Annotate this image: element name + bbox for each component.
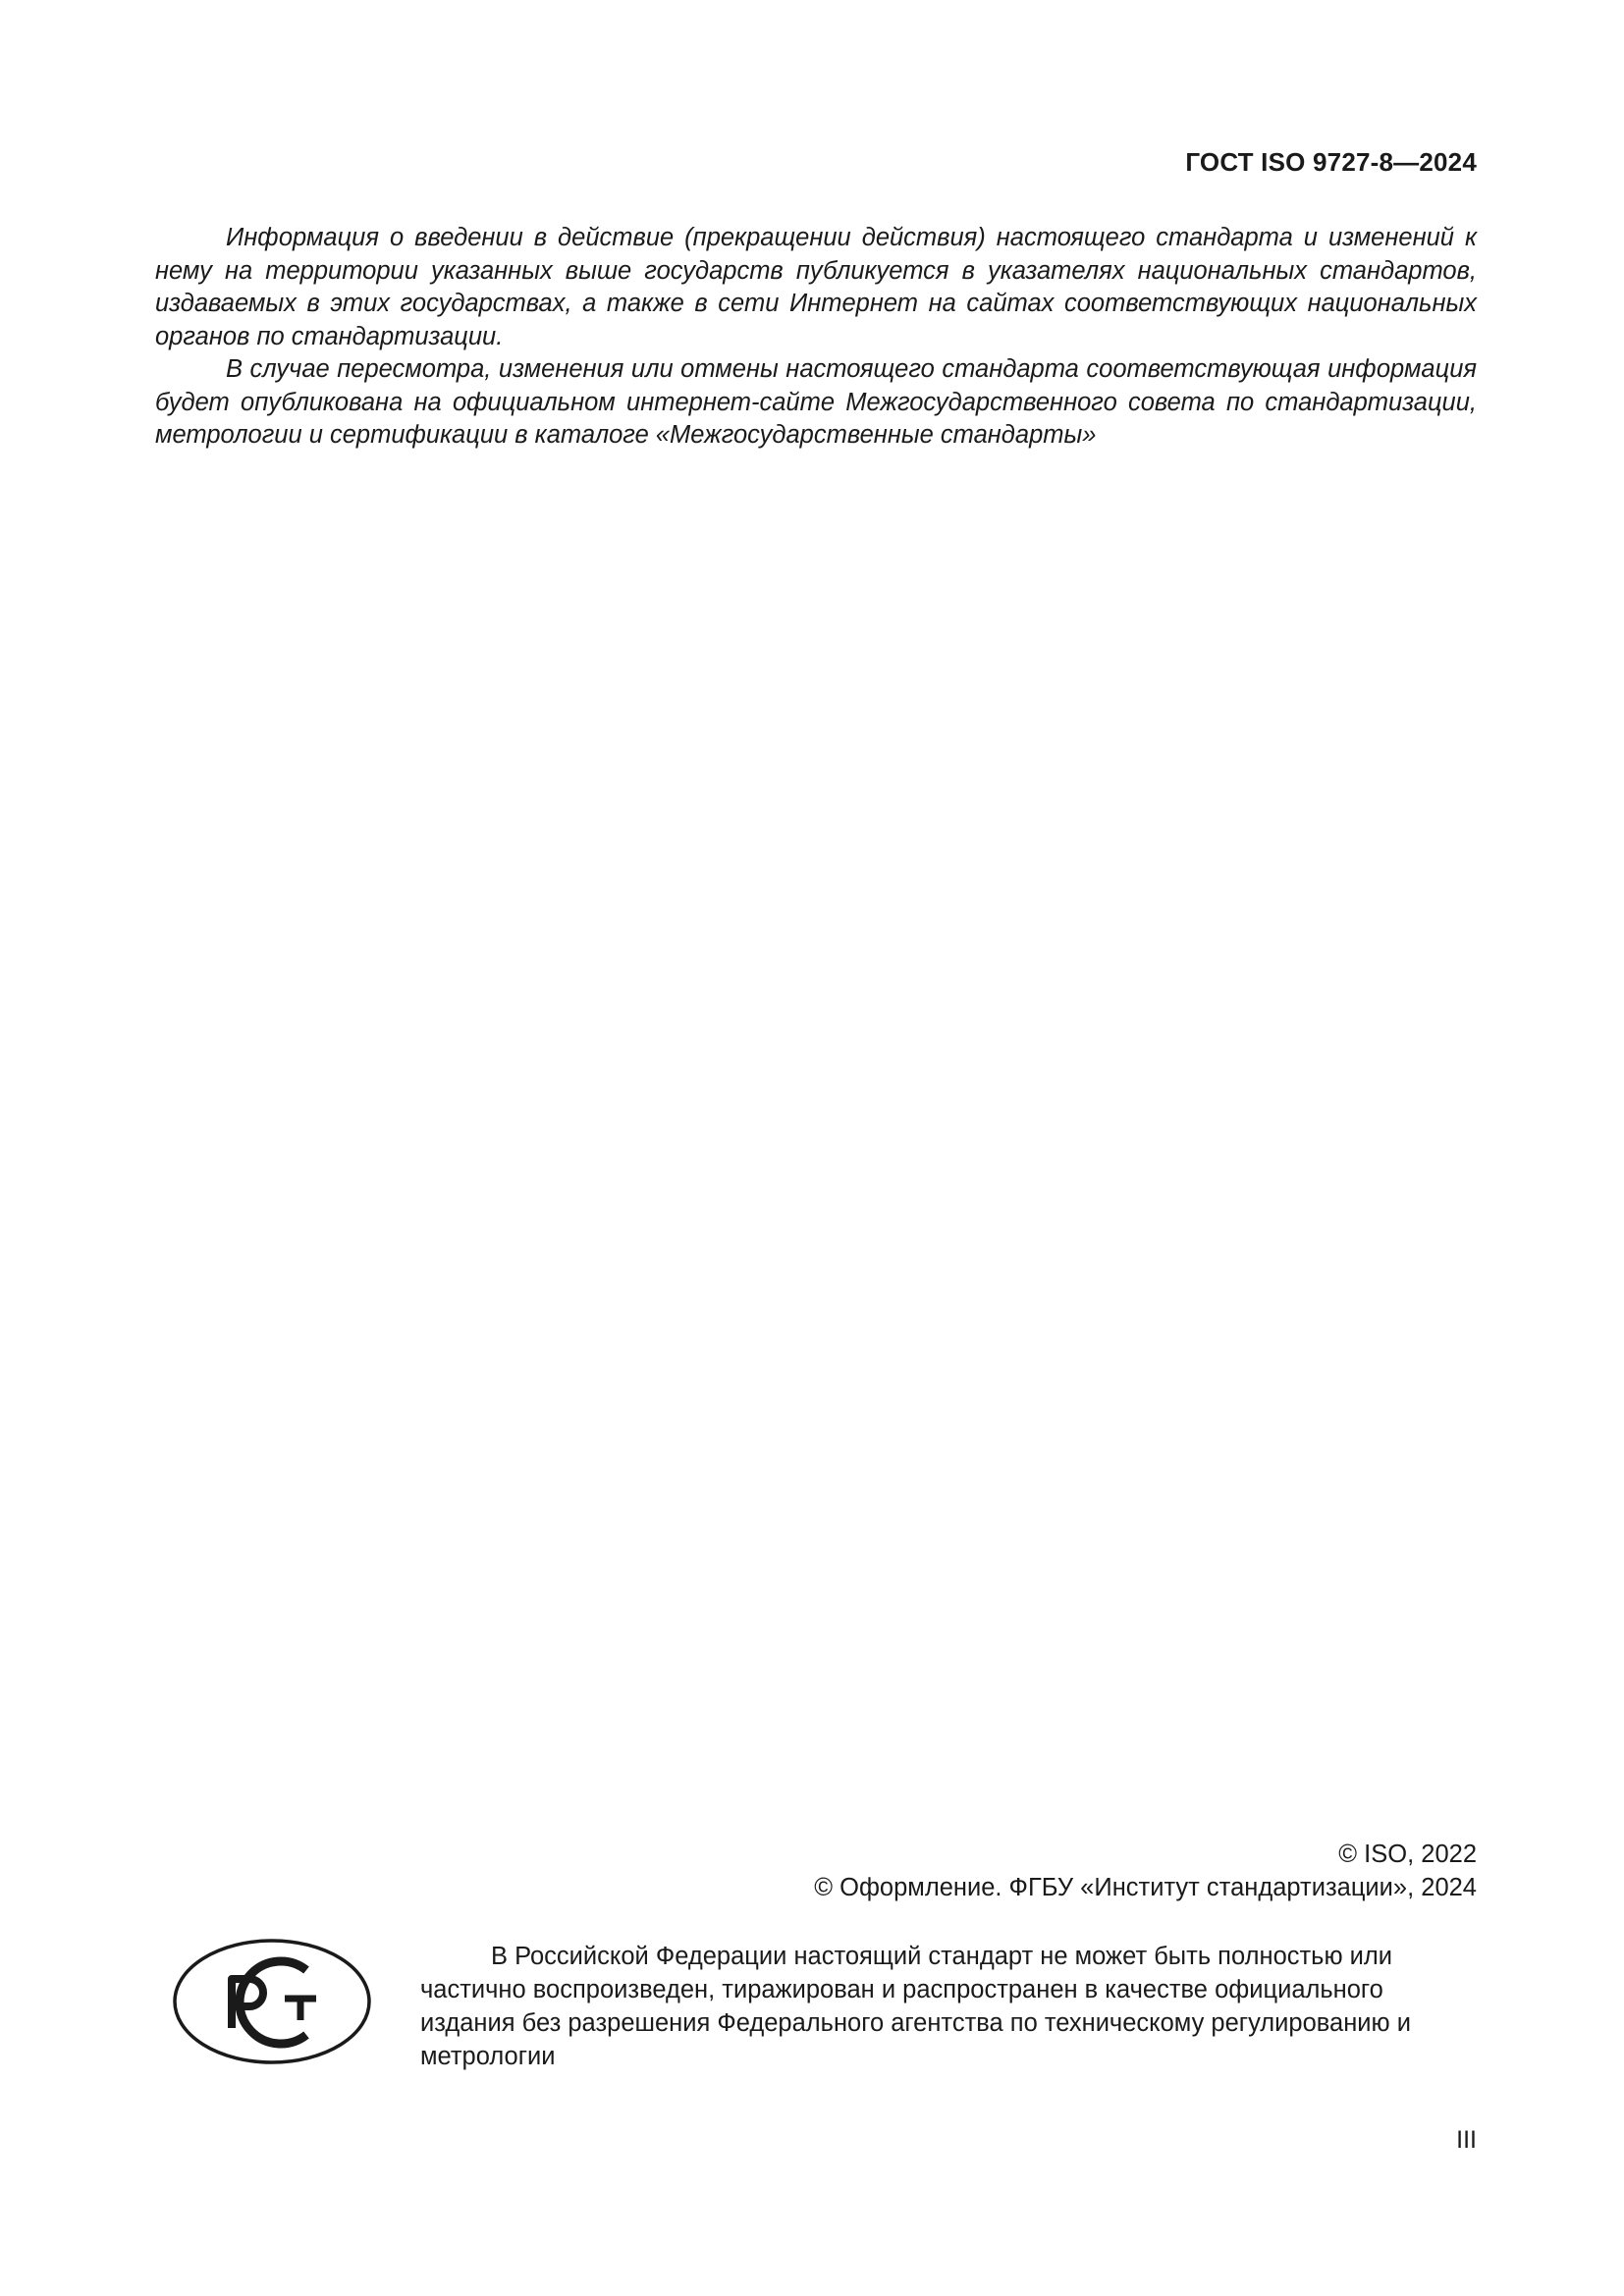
notice-text: В Российской Федерации настоящий стандарт не может быть полностью или частично воспроизведен, тиражирован и распространен в качестве официального издания без разрешения Федерального агентства по техническому регулированию и метрологии xyxy=(420,1943,1411,2070)
rst-mark-icon xyxy=(173,1938,371,2065)
copyright-design: © Оформление. ФГБУ «Институт стандартизации», 2024 xyxy=(814,1874,1477,1901)
paragraph-publication-info: Информация о введении в действие (прекращении действия) настоящего стандарта и изменений к нему на территории указанных выше государств публикуется в указателях национальных стандартов, издаваемых в этих государствах, а также в сети Интернет на сайтах соответствующих национальных органов по стандартизации. xyxy=(155,224,1477,350)
paragraph-revision-info: В случае пересмотра, изменения или отмены настоящего стандарта соответствующая информация будет опубликована на официальном интернет-сайте Межгосударственного совета по стандартизации, метрологии и сертификации в каталоге «Межгосударственные стандарты» xyxy=(155,355,1477,449)
page-number: III xyxy=(1456,2126,1477,2154)
copyright-iso: © ISO, 2022 xyxy=(1338,1841,1477,1868)
reproduction-notice xyxy=(420,1940,1477,2073)
copyright-block xyxy=(814,1838,1477,1904)
document-code: ГОСТ ISO 9727-8—2024 xyxy=(1185,147,1477,177)
body-text xyxy=(155,222,1477,453)
